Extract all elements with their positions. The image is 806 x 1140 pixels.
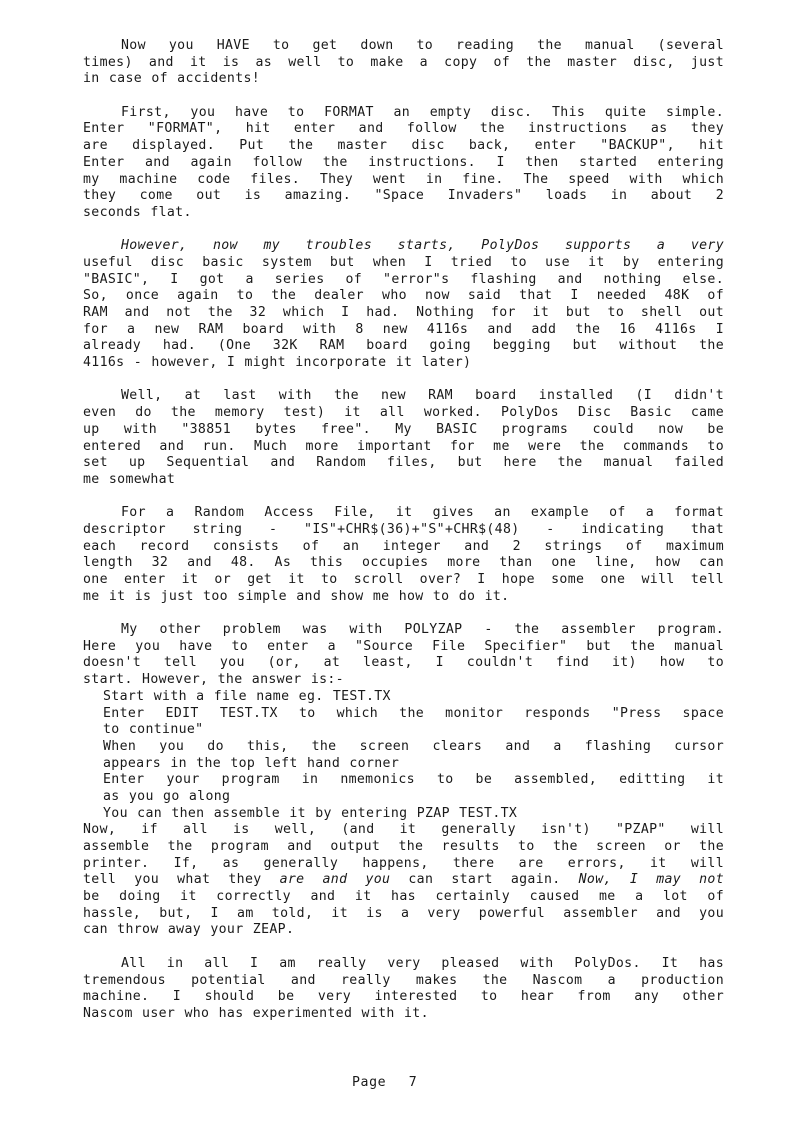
paragraph-conclusion bbox=[83, 956, 724, 1023]
document-page bbox=[83, 38, 724, 1039]
text-run: tell you what they bbox=[83, 872, 280, 888]
step-text: to continue" bbox=[103, 722, 204, 738]
text-line: assemble the program and output the results to the screen or the bbox=[83, 839, 724, 854]
text-line: hassle, but, I am told, it is a very powerful assembler and you bbox=[83, 905, 724, 921]
steps-list bbox=[83, 689, 724, 823]
paragraph-polyzap bbox=[83, 622, 724, 939]
paragraph-ram-installed bbox=[83, 388, 724, 488]
step-text: Enter your program in nmemonics to be assembled, editting it bbox=[103, 772, 724, 788]
text-line: are displayed. Put the master disc back, enter "BACKUP", hit bbox=[83, 138, 724, 154]
step-item bbox=[83, 689, 724, 706]
text-line: "BASIC", I got a series of "error"s flashing and nothing else. bbox=[83, 271, 724, 287]
step-text: Enter EDIT TEST.TX to which the monitor responds "Press space bbox=[103, 705, 724, 721]
text-line: tremendous potential and really makes the Nascom a production bbox=[83, 972, 724, 988]
text-line: RAM and not the 32 which I had. Nothing for it but to shell out bbox=[83, 305, 724, 320]
text-run: can start again. bbox=[390, 872, 579, 888]
text-line: my machine code files. They went in fine. The speed with which bbox=[83, 171, 724, 187]
page-label: Page bbox=[352, 1075, 387, 1090]
text-line: seconds flat. bbox=[83, 204, 192, 220]
text-line: start. However, the answer is:- bbox=[83, 672, 344, 688]
text-line-mixed bbox=[83, 872, 724, 889]
text-line: set up Sequential and Random files, but here the manual failed bbox=[83, 455, 724, 471]
paragraph-random-access bbox=[83, 505, 724, 605]
step-text: You can then assemble it by entering PZAP TEST.TX bbox=[103, 805, 518, 821]
step-text: Start with a file name eg. TEST.TX bbox=[103, 688, 391, 704]
text-line: descriptor string - "IS"+CHR$(36)+"S"+CHR$(48) - indicating that bbox=[83, 521, 724, 537]
text-line: entered and run. Much more important for me were the commands to bbox=[83, 438, 724, 454]
text-line: printer. If, as generally happens, there are errors, it will bbox=[83, 855, 724, 871]
text-line: Enter "FORMAT", hit enter and follow the instructions as they bbox=[83, 121, 724, 137]
text-line: First, you have to FORMAT an empty disc. This quite simple. bbox=[121, 104, 724, 120]
step-text: appears in the top left hand corner bbox=[103, 755, 400, 771]
text-line-italic: However, now my troubles starts, PolyDos supports a very bbox=[121, 238, 724, 254]
text-run-italic: Now, I may not bbox=[578, 872, 724, 888]
text-line: Nascom user who has experimented with it. bbox=[83, 1005, 429, 1021]
text-run-italic: are and you bbox=[279, 872, 391, 888]
text-line: one enter it or get it to scroll over? I hope some one will tell bbox=[83, 572, 724, 587]
text-line: in case of accidents! bbox=[83, 71, 261, 87]
page-footer bbox=[352, 1075, 417, 1090]
text-line: even do the memory test) it all worked. PolyDos Disc Basic came bbox=[83, 405, 724, 421]
text-line: for a new RAM board with 8 new 4116s and add the 16 4116s I bbox=[83, 321, 724, 337]
text-line: Now, if all is well, (and it generally isn't) "PZAP" will bbox=[83, 822, 724, 838]
step-item bbox=[83, 739, 724, 772]
text-line: Here you have to enter a "Source File Specifier" but the manual bbox=[83, 638, 724, 654]
text-line: they come out is amazing. "Space Invaders" loads in about 2 bbox=[83, 188, 724, 204]
text-line: length 32 and 48. As this occupies more than one line, how can bbox=[83, 555, 724, 571]
step-item bbox=[83, 772, 724, 805]
text-line: useful disc basic system but when I tried to use it by entering bbox=[83, 254, 724, 270]
text-line: can throw away your ZEAP. bbox=[83, 922, 295, 938]
text-line: doesn't tell you (or, at least, I couldn't find it) how to bbox=[83, 655, 724, 671]
text-line: All in all I am really very pleased with PolyDos. It has bbox=[121, 955, 724, 971]
text-line: Enter and again follow the instructions. I then started entering bbox=[83, 154, 724, 170]
page-number: 7 bbox=[408, 1075, 418, 1090]
text-line: each record consists of an integer and 2 strings of maximum bbox=[83, 538, 724, 554]
text-line: 4116s - however, I might incorporate it later) bbox=[83, 355, 472, 371]
paragraph-format-disc bbox=[83, 105, 724, 222]
text-line: For a Random Access File, it gives an example of a format bbox=[121, 505, 724, 521]
step-text: When you do this, the screen clears and a flashing cursor bbox=[103, 738, 724, 754]
text-line: Now you HAVE to get down to reading the manual (several bbox=[121, 38, 724, 53]
text-line: machine. I should be very interested to hear from any other bbox=[83, 989, 724, 1005]
text-line: me it is just too simple and show me how to do it. bbox=[83, 588, 510, 604]
text-line: times) and it is as well to make a copy of the master disc, just bbox=[83, 54, 724, 70]
step-text: as you go along bbox=[103, 788, 231, 804]
text-line: up with "38851 bytes free". My BASIC programs could now be bbox=[83, 421, 724, 437]
step-item bbox=[83, 806, 724, 823]
text-line: So, once again to the dealer who now said that I needed 48K of bbox=[83, 288, 724, 304]
text-line: be doing it correctly and it has certainly caused me a lot of bbox=[83, 889, 724, 905]
text-line: already had. (One 32K RAM board going begging but without the bbox=[83, 338, 724, 354]
paragraph-troubles bbox=[83, 238, 724, 372]
step-item bbox=[83, 706, 724, 739]
text-line: My other problem was with POLYZAP - the assembler program. bbox=[121, 622, 724, 638]
text-line: Well, at last with the new RAM board installed (I didn't bbox=[121, 388, 724, 404]
paragraph-manual-intro bbox=[83, 38, 724, 88]
text-line: me somewhat bbox=[83, 471, 176, 487]
